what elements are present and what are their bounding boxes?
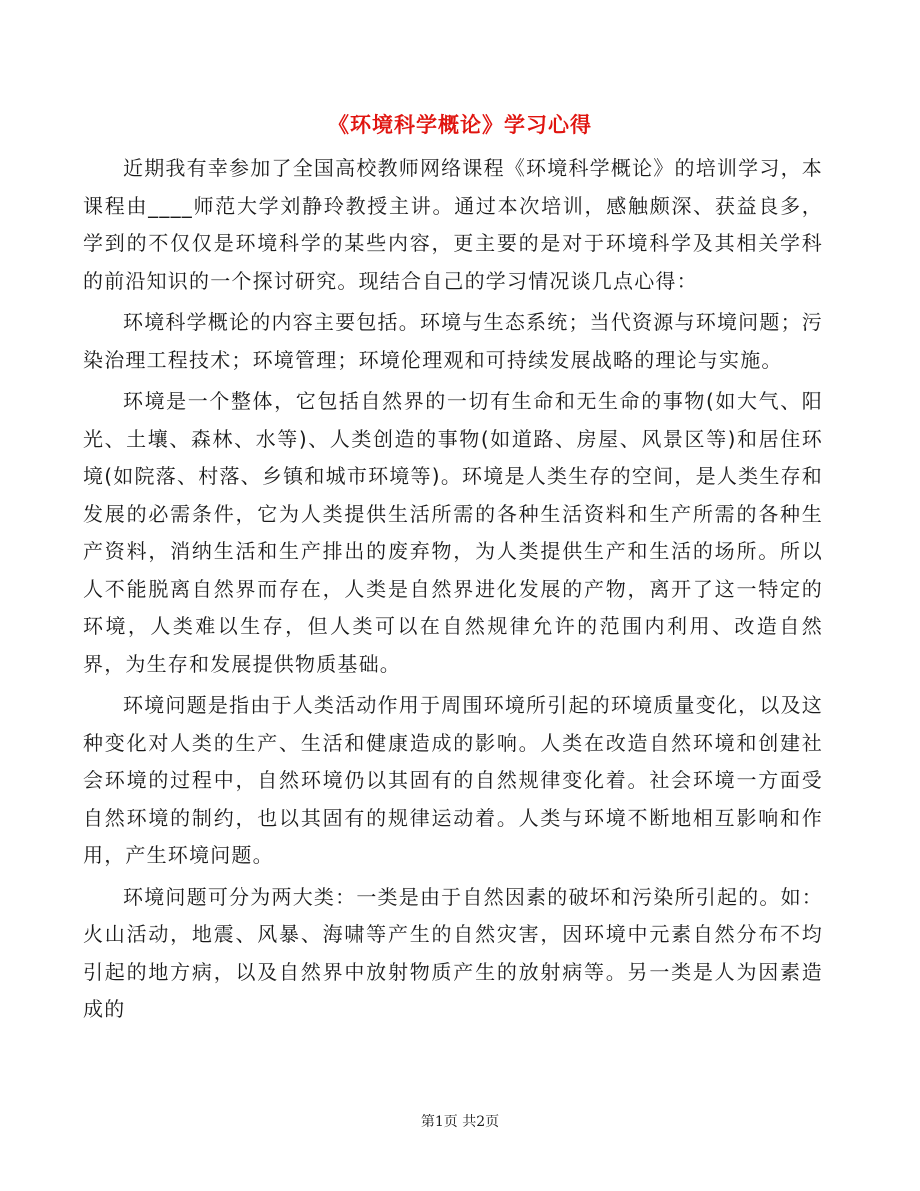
paragraph-2: 环境科学概论的内容主要包括。环境与生态系统；当代资源与环境问题；污染治理工程技术；环境管理；环境伦理观和可持续发展战略的理论与实施。 [83, 310, 823, 372]
document-body [83, 150, 823, 1029]
page-number-footer: 第1页 共2页 [420, 1114, 500, 1130]
paragraph-4: 环境问题是指由于人类活动作用于周围环境所引起的环境质量变化，以及这种变化对人类的生产、生活和健康造成的影响。人类在改造自然环境和创建社会环境的过程中，自然环境仍以其固有的自然规律变化着。社会环境一方面受自然环境的制约，也以其固有的规律运动着。人类与环境不断地相互影响和作用，产生环境问题。 [83, 693, 823, 867]
document-title: 《环境科学概论》学习心得 [328, 112, 592, 137]
paragraph-1: 近期我有幸参加了全国高校教师网络课程《环境科学概论》的培训学习，本课程由____师范大学刘静玲教授主讲。通过本次培训，感触颇深、获益良多，学到的不仅仅是环境科学的某些内容，更主要的是对于环境科学及其相关学科的前沿知识的一个探讨研究。现结合自己的学习情况谈几点心得： [83, 156, 823, 293]
paragraph-5: 环境问题可分为两大类：一类是由于自然因素的破坏和污染所引起的。如：火山活动，地震、风暴、海啸等产生的自然灾害，因环境中元素自然分布不均引起的地方病，以及自然界中放射物质产生的放射病等。另一类是人为因素造成的 [83, 884, 823, 1021]
paragraph-3: 环境是一个整体，它包括自然界的一切有生命和无生命的事物(如大气、阳光、土壤、森林、水等)、人类创造的事物(如道路、房屋、风景区等)和居住环境(如院落、村落、乡镇和城市环境等)。环境是人类生存的空间，是人类生存和发展的必需条件，它为人类提供生活所需的各种生活资料和生产所需的各种生产资料，消纳生活和生产排出的废弃物，为人类提供生产和生活的场所。所以人不能脱离自然界而存在，人类是自然界进化发展的产物，离开了这一特定的环境，人类难以生存，但人类可以在自然规律允许的范围内利用、改造自然界，为生存和发展提供物质基础。 [83, 389, 823, 676]
